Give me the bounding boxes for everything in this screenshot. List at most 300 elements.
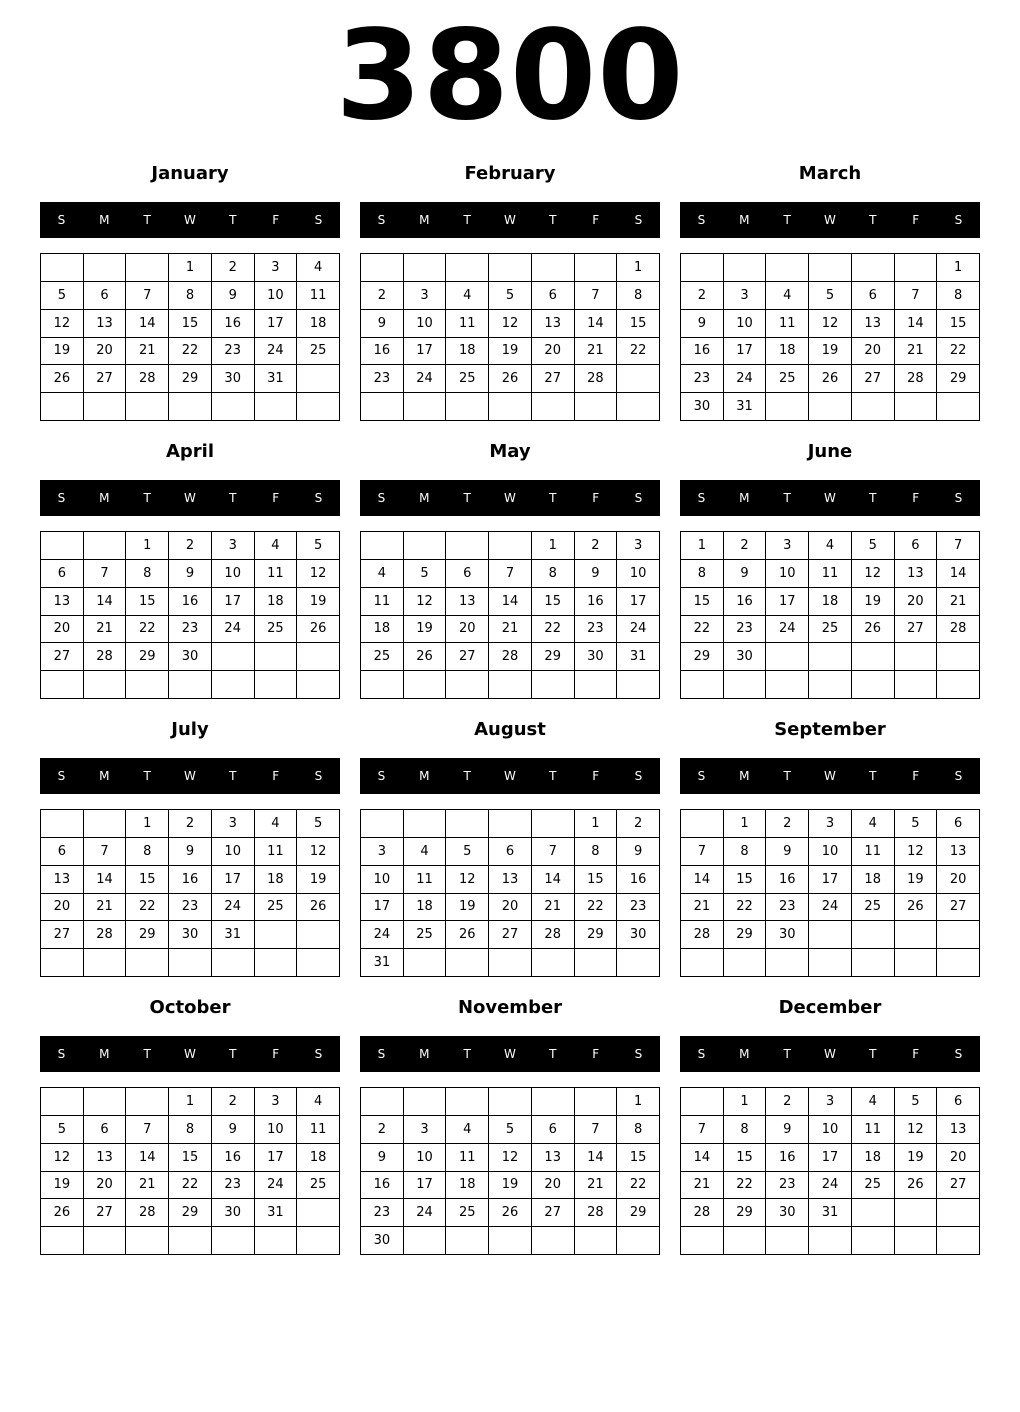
- day-cell: 5: [297, 532, 340, 560]
- empty-day-cell: [297, 643, 340, 671]
- day-cell: 27: [41, 643, 84, 671]
- empty-day-cell: [895, 393, 938, 421]
- weekday-label: M: [419, 769, 430, 783]
- day-cell: 18: [446, 1172, 489, 1200]
- weekday-label: F: [912, 213, 920, 227]
- day-cell: 17: [766, 588, 809, 616]
- day-cell: 21: [84, 894, 127, 922]
- empty-day-cell: [681, 1227, 724, 1255]
- month-title: October: [149, 997, 231, 1018]
- day-cell: 6: [532, 282, 575, 310]
- weekday-label: T: [869, 1047, 877, 1061]
- day-cell: 6: [84, 282, 127, 310]
- day-cell: 9: [169, 838, 212, 866]
- weekday-label: S: [697, 1047, 706, 1061]
- weekday-label: T: [143, 769, 151, 783]
- weekday-label: M: [739, 769, 750, 783]
- day-cell: 12: [809, 310, 852, 338]
- day-cell: 18: [404, 894, 447, 922]
- empty-day-cell: [809, 643, 852, 671]
- weekday-label: S: [314, 213, 323, 227]
- day-cell: 10: [724, 310, 767, 338]
- day-cell: 13: [84, 310, 127, 338]
- day-cell: 26: [809, 365, 852, 393]
- weekday-label: M: [99, 769, 110, 783]
- empty-day-cell: [446, 1088, 489, 1116]
- empty-day-cell: [361, 1088, 404, 1116]
- day-cell: 8: [724, 1116, 767, 1144]
- weekday-label: W: [824, 1047, 836, 1061]
- day-cell: 7: [681, 1116, 724, 1144]
- day-cell: 26: [297, 894, 340, 922]
- weekday-label: S: [697, 491, 706, 505]
- weekday-label: W: [504, 1047, 516, 1061]
- empty-day-cell: [532, 1227, 575, 1255]
- empty-day-cell: [404, 393, 447, 421]
- day-cell: 5: [895, 1088, 938, 1116]
- day-cell: 28: [489, 643, 532, 671]
- weekday-header: [40, 202, 340, 238]
- day-cell: 31: [724, 393, 767, 421]
- day-cell: 9: [766, 838, 809, 866]
- empty-day-cell: [617, 671, 660, 699]
- weekday-header: [360, 758, 660, 794]
- day-grid: [680, 253, 980, 421]
- weekday-label: T: [783, 769, 791, 783]
- day-cell: 11: [297, 282, 340, 310]
- day-cell: 14: [937, 560, 980, 588]
- empty-day-cell: [255, 393, 298, 421]
- day-cell: 11: [852, 838, 895, 866]
- day-cell: 2: [169, 810, 212, 838]
- day-grid: [360, 1087, 660, 1255]
- day-cell: 14: [575, 310, 618, 338]
- day-cell: 22: [617, 1172, 660, 1200]
- day-cell: 20: [446, 616, 489, 644]
- day-cell: 29: [126, 643, 169, 671]
- day-cell: 30: [681, 393, 724, 421]
- day-cell: 10: [617, 560, 660, 588]
- day-cell: 17: [212, 866, 255, 894]
- month-title: September: [774, 719, 886, 740]
- day-cell: 21: [126, 338, 169, 366]
- day-cell: 2: [681, 282, 724, 310]
- day-cell: 26: [41, 1199, 84, 1227]
- day-cell: 5: [489, 282, 532, 310]
- weekday-header: [680, 758, 980, 794]
- day-cell: 27: [937, 1172, 980, 1200]
- empty-day-cell: [212, 1227, 255, 1255]
- day-cell: 6: [852, 282, 895, 310]
- empty-day-cell: [489, 1227, 532, 1255]
- day-cell: 2: [766, 1088, 809, 1116]
- day-cell: 25: [852, 894, 895, 922]
- weekday-label: W: [824, 213, 836, 227]
- day-cell: 28: [681, 921, 724, 949]
- empty-day-cell: [255, 921, 298, 949]
- day-cell: 17: [724, 338, 767, 366]
- weekday-label: S: [314, 769, 323, 783]
- day-cell: 11: [809, 560, 852, 588]
- day-cell: 15: [126, 866, 169, 894]
- empty-day-cell: [575, 671, 618, 699]
- day-cell: 29: [617, 1199, 660, 1227]
- day-cell: 12: [895, 1116, 938, 1144]
- empty-day-cell: [681, 671, 724, 699]
- month-title: March: [798, 163, 862, 184]
- day-cell: 5: [297, 810, 340, 838]
- weekday-header: [680, 202, 980, 238]
- day-cell: 16: [361, 1172, 404, 1200]
- empty-day-cell: [766, 671, 809, 699]
- empty-day-cell: [169, 949, 212, 977]
- day-cell: 3: [724, 282, 767, 310]
- day-cell: 16: [766, 866, 809, 894]
- empty-day-cell: [895, 643, 938, 671]
- empty-day-cell: [575, 1088, 618, 1116]
- day-cell: 23: [212, 338, 255, 366]
- day-cell: 16: [724, 588, 767, 616]
- weekday-label: T: [463, 1047, 471, 1061]
- weekday-label: T: [783, 1047, 791, 1061]
- day-cell: 10: [212, 838, 255, 866]
- empty-day-cell: [361, 532, 404, 560]
- weekday-label: T: [549, 1047, 557, 1061]
- day-cell: 20: [895, 588, 938, 616]
- weekday-label: T: [549, 213, 557, 227]
- day-cell: 31: [809, 1199, 852, 1227]
- day-cell: 24: [212, 616, 255, 644]
- day-cell: 23: [724, 616, 767, 644]
- month-title: June: [807, 441, 853, 462]
- weekday-label: F: [592, 213, 600, 227]
- day-cell: 16: [169, 866, 212, 894]
- month-title: February: [464, 163, 556, 184]
- day-cell: 24: [617, 616, 660, 644]
- day-cell: 5: [809, 282, 852, 310]
- month-title: April: [165, 441, 215, 462]
- day-cell: 21: [681, 1172, 724, 1200]
- day-cell: 10: [809, 1116, 852, 1144]
- weekday-label: M: [739, 1047, 750, 1061]
- day-cell: 20: [532, 1172, 575, 1200]
- empty-day-cell: [489, 1088, 532, 1116]
- day-cell: 7: [84, 560, 127, 588]
- empty-day-cell: [809, 671, 852, 699]
- day-cell: 4: [255, 810, 298, 838]
- day-cell: 19: [895, 866, 938, 894]
- day-cell: 25: [255, 616, 298, 644]
- weekday-label: S: [57, 1047, 66, 1061]
- day-cell: 27: [446, 643, 489, 671]
- day-cell: 18: [297, 1144, 340, 1172]
- day-cell: 7: [575, 282, 618, 310]
- day-cell: 23: [169, 616, 212, 644]
- weekday-header: [40, 1036, 340, 1072]
- day-cell: 19: [489, 1172, 532, 1200]
- day-cell: 1: [724, 810, 767, 838]
- weekday-label: S: [634, 213, 643, 227]
- weekday-label: S: [314, 1047, 323, 1061]
- day-cell: 4: [361, 560, 404, 588]
- empty-day-cell: [446, 532, 489, 560]
- day-cell: 16: [169, 588, 212, 616]
- empty-day-cell: [84, 949, 127, 977]
- day-cell: 19: [41, 1172, 84, 1200]
- empty-day-cell: [84, 532, 127, 560]
- weekday-label: W: [504, 491, 516, 505]
- empty-day-cell: [681, 1088, 724, 1116]
- day-cell: 7: [937, 532, 980, 560]
- day-cell: 1: [681, 532, 724, 560]
- empty-day-cell: [489, 810, 532, 838]
- month-title: November: [457, 997, 563, 1018]
- day-grid: [360, 809, 660, 977]
- month-title: January: [151, 163, 229, 184]
- day-cell: 26: [404, 643, 447, 671]
- empty-day-cell: [41, 949, 84, 977]
- day-cell: 22: [724, 894, 767, 922]
- empty-day-cell: [41, 810, 84, 838]
- day-cell: 16: [361, 338, 404, 366]
- empty-day-cell: [575, 949, 618, 977]
- weekday-label: S: [314, 491, 323, 505]
- day-cell: 10: [255, 1116, 298, 1144]
- weekday-label: S: [377, 769, 386, 783]
- weekday-label: T: [143, 491, 151, 505]
- day-cell: 3: [255, 254, 298, 282]
- day-cell: 21: [84, 616, 127, 644]
- day-cell: 1: [937, 254, 980, 282]
- weekday-label: W: [184, 769, 196, 783]
- empty-day-cell: [681, 254, 724, 282]
- day-cell: 29: [169, 1199, 212, 1227]
- day-cell: 17: [809, 1144, 852, 1172]
- empty-day-cell: [489, 254, 532, 282]
- empty-day-cell: [297, 365, 340, 393]
- empty-day-cell: [41, 254, 84, 282]
- weekday-label: M: [419, 491, 430, 505]
- day-cell: 1: [617, 254, 660, 282]
- day-cell: 18: [297, 310, 340, 338]
- empty-day-cell: [126, 1227, 169, 1255]
- weekday-header: [360, 1036, 660, 1072]
- weekday-label: T: [229, 491, 237, 505]
- day-cell: 16: [575, 588, 618, 616]
- day-cell: 26: [297, 616, 340, 644]
- day-cell: 18: [766, 338, 809, 366]
- month-title: May: [489, 441, 531, 462]
- empty-day-cell: [937, 949, 980, 977]
- day-cell: 6: [895, 532, 938, 560]
- weekday-label: M: [739, 491, 750, 505]
- weekday-label: F: [912, 769, 920, 783]
- empty-day-cell: [532, 671, 575, 699]
- day-cell: 13: [84, 1144, 127, 1172]
- empty-day-cell: [766, 393, 809, 421]
- day-cell: 12: [297, 838, 340, 866]
- day-cell: 4: [297, 254, 340, 282]
- day-cell: 1: [575, 810, 618, 838]
- day-cell: 18: [361, 616, 404, 644]
- day-cell: 11: [361, 588, 404, 616]
- day-cell: 9: [212, 1116, 255, 1144]
- weekday-label: S: [954, 769, 963, 783]
- day-cell: 24: [724, 365, 767, 393]
- empty-day-cell: [532, 1088, 575, 1116]
- day-cell: 24: [809, 1172, 852, 1200]
- empty-day-cell: [446, 671, 489, 699]
- empty-day-cell: [84, 1227, 127, 1255]
- day-cell: 28: [681, 1199, 724, 1227]
- empty-day-cell: [126, 393, 169, 421]
- weekday-label: T: [229, 1047, 237, 1061]
- day-cell: 23: [361, 1199, 404, 1227]
- day-cell: 2: [169, 532, 212, 560]
- day-cell: 3: [617, 532, 660, 560]
- day-cell: 8: [532, 560, 575, 588]
- day-cell: 23: [766, 894, 809, 922]
- day-cell: 15: [169, 1144, 212, 1172]
- day-cell: 16: [681, 338, 724, 366]
- day-cell: 6: [41, 560, 84, 588]
- weekday-header: [40, 480, 340, 516]
- empty-day-cell: [852, 949, 895, 977]
- day-cell: 3: [404, 1116, 447, 1144]
- day-cell: 6: [489, 838, 532, 866]
- day-cell: 12: [852, 560, 895, 588]
- day-cell: 29: [575, 921, 618, 949]
- weekday-label: T: [229, 213, 237, 227]
- empty-day-cell: [404, 254, 447, 282]
- empty-day-cell: [809, 254, 852, 282]
- day-cell: 15: [617, 1144, 660, 1172]
- day-cell: 15: [126, 588, 169, 616]
- day-cell: 18: [852, 866, 895, 894]
- weekday-label: S: [57, 213, 66, 227]
- day-cell: 18: [809, 588, 852, 616]
- day-cell: 3: [809, 810, 852, 838]
- empty-day-cell: [895, 921, 938, 949]
- day-cell: 14: [489, 588, 532, 616]
- empty-day-cell: [895, 1227, 938, 1255]
- day-cell: 28: [575, 365, 618, 393]
- day-cell: 20: [41, 616, 84, 644]
- day-cell: 5: [895, 810, 938, 838]
- day-cell: 4: [852, 810, 895, 838]
- day-cell: 3: [766, 532, 809, 560]
- day-grid: [40, 809, 340, 977]
- day-cell: 15: [532, 588, 575, 616]
- day-cell: 25: [809, 616, 852, 644]
- day-cell: 21: [937, 588, 980, 616]
- day-cell: 9: [361, 310, 404, 338]
- empty-day-cell: [404, 532, 447, 560]
- empty-day-cell: [404, 671, 447, 699]
- empty-day-cell: [41, 532, 84, 560]
- empty-day-cell: [404, 1227, 447, 1255]
- empty-day-cell: [255, 643, 298, 671]
- day-cell: 8: [937, 282, 980, 310]
- day-cell: 11: [446, 1144, 489, 1172]
- day-cell: 21: [575, 338, 618, 366]
- empty-day-cell: [212, 671, 255, 699]
- day-cell: 5: [489, 1116, 532, 1144]
- empty-day-cell: [446, 949, 489, 977]
- day-grid: [680, 1087, 980, 1255]
- day-cell: 13: [41, 866, 84, 894]
- day-cell: 12: [446, 866, 489, 894]
- day-cell: 23: [681, 365, 724, 393]
- day-cell: 15: [724, 866, 767, 894]
- day-cell: 8: [169, 282, 212, 310]
- empty-day-cell: [404, 949, 447, 977]
- empty-day-cell: [809, 1227, 852, 1255]
- empty-day-cell: [852, 643, 895, 671]
- day-cell: 25: [404, 921, 447, 949]
- day-cell: 11: [852, 1116, 895, 1144]
- weekday-label: M: [99, 491, 110, 505]
- day-cell: 22: [575, 894, 618, 922]
- empty-day-cell: [212, 393, 255, 421]
- empty-day-cell: [446, 254, 489, 282]
- weekday-label: W: [184, 1047, 196, 1061]
- day-cell: 29: [724, 921, 767, 949]
- empty-day-cell: [126, 671, 169, 699]
- day-cell: 3: [361, 838, 404, 866]
- day-cell: 12: [41, 310, 84, 338]
- weekday-label: T: [549, 491, 557, 505]
- day-cell: 11: [446, 310, 489, 338]
- day-cell: 29: [532, 643, 575, 671]
- day-cell: 4: [852, 1088, 895, 1116]
- month-title: December: [778, 997, 882, 1018]
- day-cell: 4: [809, 532, 852, 560]
- day-cell: 23: [361, 365, 404, 393]
- weekday-label: S: [634, 769, 643, 783]
- empty-day-cell: [617, 393, 660, 421]
- empty-day-cell: [724, 1227, 767, 1255]
- weekday-label: T: [143, 213, 151, 227]
- day-cell: 24: [255, 338, 298, 366]
- empty-day-cell: [41, 671, 84, 699]
- empty-day-cell: [895, 671, 938, 699]
- day-cell: 12: [297, 560, 340, 588]
- day-cell: 14: [126, 1144, 169, 1172]
- day-cell: 28: [895, 365, 938, 393]
- empty-day-cell: [84, 254, 127, 282]
- day-cell: 20: [937, 1144, 980, 1172]
- day-cell: 28: [937, 616, 980, 644]
- day-cell: 29: [681, 643, 724, 671]
- weekday-label: F: [592, 769, 600, 783]
- month-title: August: [474, 719, 546, 740]
- day-cell: 17: [212, 588, 255, 616]
- empty-day-cell: [126, 1088, 169, 1116]
- day-cell: 30: [169, 643, 212, 671]
- weekday-label: M: [419, 1047, 430, 1061]
- day-cell: 2: [361, 1116, 404, 1144]
- weekday-label: T: [229, 769, 237, 783]
- weekday-label: F: [912, 1047, 920, 1061]
- empty-day-cell: [297, 393, 340, 421]
- day-cell: 14: [84, 588, 127, 616]
- day-grid: [360, 531, 660, 699]
- empty-day-cell: [489, 393, 532, 421]
- empty-day-cell: [532, 810, 575, 838]
- day-cell: 15: [937, 310, 980, 338]
- day-cell: 12: [41, 1144, 84, 1172]
